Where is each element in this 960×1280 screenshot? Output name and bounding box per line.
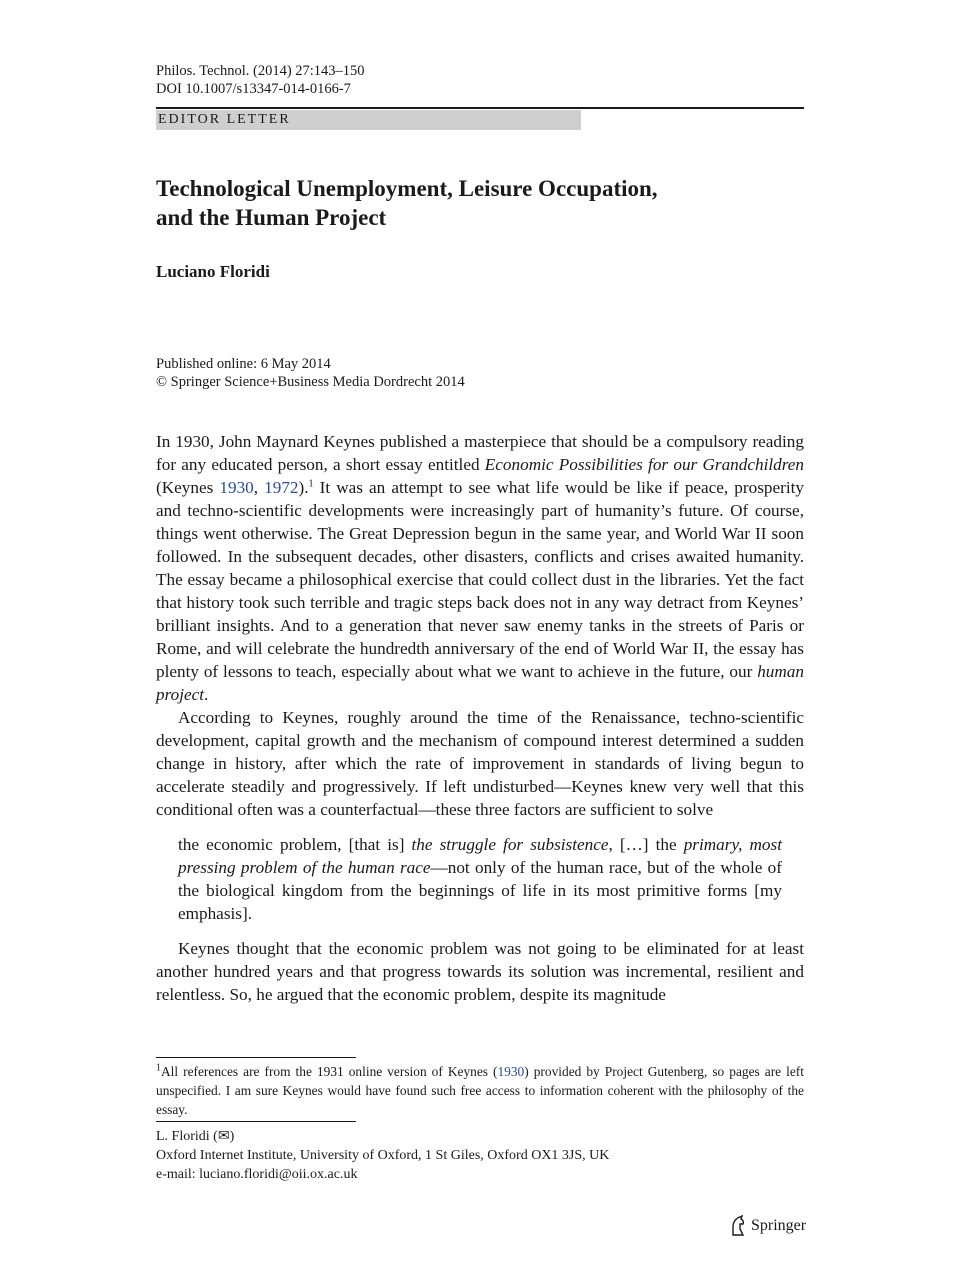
publication-info — [156, 355, 465, 391]
title-line-1: Technological Unemployment, Leisure Occupation, — [156, 176, 658, 201]
footnote-rule — [156, 1057, 356, 1058]
footnote-number: 1 — [156, 1062, 161, 1074]
journal-header — [156, 62, 365, 98]
title-line-2: and the Human Project — [156, 205, 387, 230]
paragraph-2: According to Keynes, roughly around the time of the Renaissance, techno-scientific development, capital growth and the mechanism of compound interest determined a sudden change in history, after which the rate of improvement in standards of living begun to accelerate steadily and progressively. If left undisturbed—Keynes knew very well that this conditional often was a counterfactual—these three factors are sufficient to solve — [156, 708, 804, 819]
ref-keynes-1972[interactable]: 1972 — [264, 478, 299, 497]
affiliation — [156, 1127, 609, 1184]
paragraph-1 — [156, 430, 804, 706]
text: All references are from the 1931 online version of Keynes ( — [161, 1064, 498, 1079]
affiliation-rule — [156, 1121, 356, 1122]
paragraph-3: Keynes thought that the economic problem was not going to be eliminated for at least another hundred years and that progress towards its solution was incremental, resilient and relentless. So, he argued that the economic problem, despite its magnitude — [156, 939, 804, 1004]
affiliation-email[interactable]: e-mail: luciano.floridi@oii.ox.ac.uk — [156, 1167, 358, 1182]
text: It was an attempt to see what life would be like if peace, prosperity and techno-scientific developments were increasingly part of humanity’s future. Of course, things went otherwise. The Great Depression begun in the same year, and World War II soon followed. In the subsequent decades, other disasters, conflicts and crises awaited humanity. The essay became a philosophical exercise that could collect dust in the libraries. Yet the fact that history took such terrible and tragic steps back does not in any way detract from Keynes’ brilliant insights. And to a generation that never saw enemy tanks in the streets of Paris or Rome, and will celebrate the hundredth anniversary of the end of World War II, the essay has plenty of lessons to teach, especially about what we want to achieve in the future, our — [156, 478, 805, 681]
text: , […] the — [608, 835, 684, 854]
article-title — [156, 174, 804, 232]
text: . — [204, 685, 209, 704]
section-label: EDITOR LETTER — [156, 110, 581, 130]
essay-title: Economic Possibilities for our Grandchildren — [484, 455, 804, 474]
header-rule — [156, 107, 804, 109]
footnote-marker[interactable]: 1 — [308, 478, 314, 490]
envelope-icon[interactable]: ✉ — [217, 1129, 230, 1144]
article-body — [156, 430, 804, 1006]
emphasis: primary, most pressing problem of the human race — [178, 835, 782, 877]
text: L. Floridi ( — [156, 1129, 218, 1144]
block-quote — [178, 833, 782, 925]
citation: Philos. Technol. (2014) 27:143–150 — [156, 63, 365, 79]
doi: DOI 10.1007/s13347-014-0166-7 — [156, 81, 351, 97]
text: ) — [229, 1129, 235, 1144]
text: (Keynes — [156, 478, 220, 497]
springer-horse-icon — [729, 1215, 747, 1237]
affiliation-name — [156, 1127, 609, 1146]
author-name: Luciano Floridi — [156, 262, 270, 281]
text: ). — [298, 478, 309, 497]
emphasis: human project — [156, 662, 804, 704]
copyright: © Springer Science+Business Media Dordrecht 2014 — [156, 374, 465, 390]
published-date: Published online: 6 May 2014 — [156, 356, 331, 372]
emphasis: the struggle for subsistence — [411, 835, 609, 854]
affiliation-address: Oxford Internet Institute, University of Oxford, 1 St Giles, Oxford OX1 3JS, UK — [156, 1148, 610, 1163]
text: , — [253, 478, 265, 497]
footnote-ref-1930[interactable]: 1930 — [497, 1064, 525, 1079]
footnote — [156, 1062, 804, 1119]
text: ) provided by Project Gutenberg, so pages are left unspecified. I am sure Keynes would have found such free access to information coherent with the philosophy of the essay. — [156, 1064, 804, 1117]
article-page — [156, 0, 807, 1280]
text: —not only of the human race, but of the whole of the biological kingdom from the beginnings of life in its most primitive forms [my emphasis]. — [178, 858, 782, 923]
text: the economic problem, [that is] — [178, 835, 412, 854]
ref-keynes-1930[interactable]: 1930 — [219, 478, 254, 497]
publisher-logo — [729, 1215, 806, 1237]
publisher-name: Springer — [751, 1217, 807, 1234]
text: In 1930, John Maynard Keynes published a masterpiece that should be a compulsory reading for any educated person, a short essay entitled — [156, 432, 804, 474]
